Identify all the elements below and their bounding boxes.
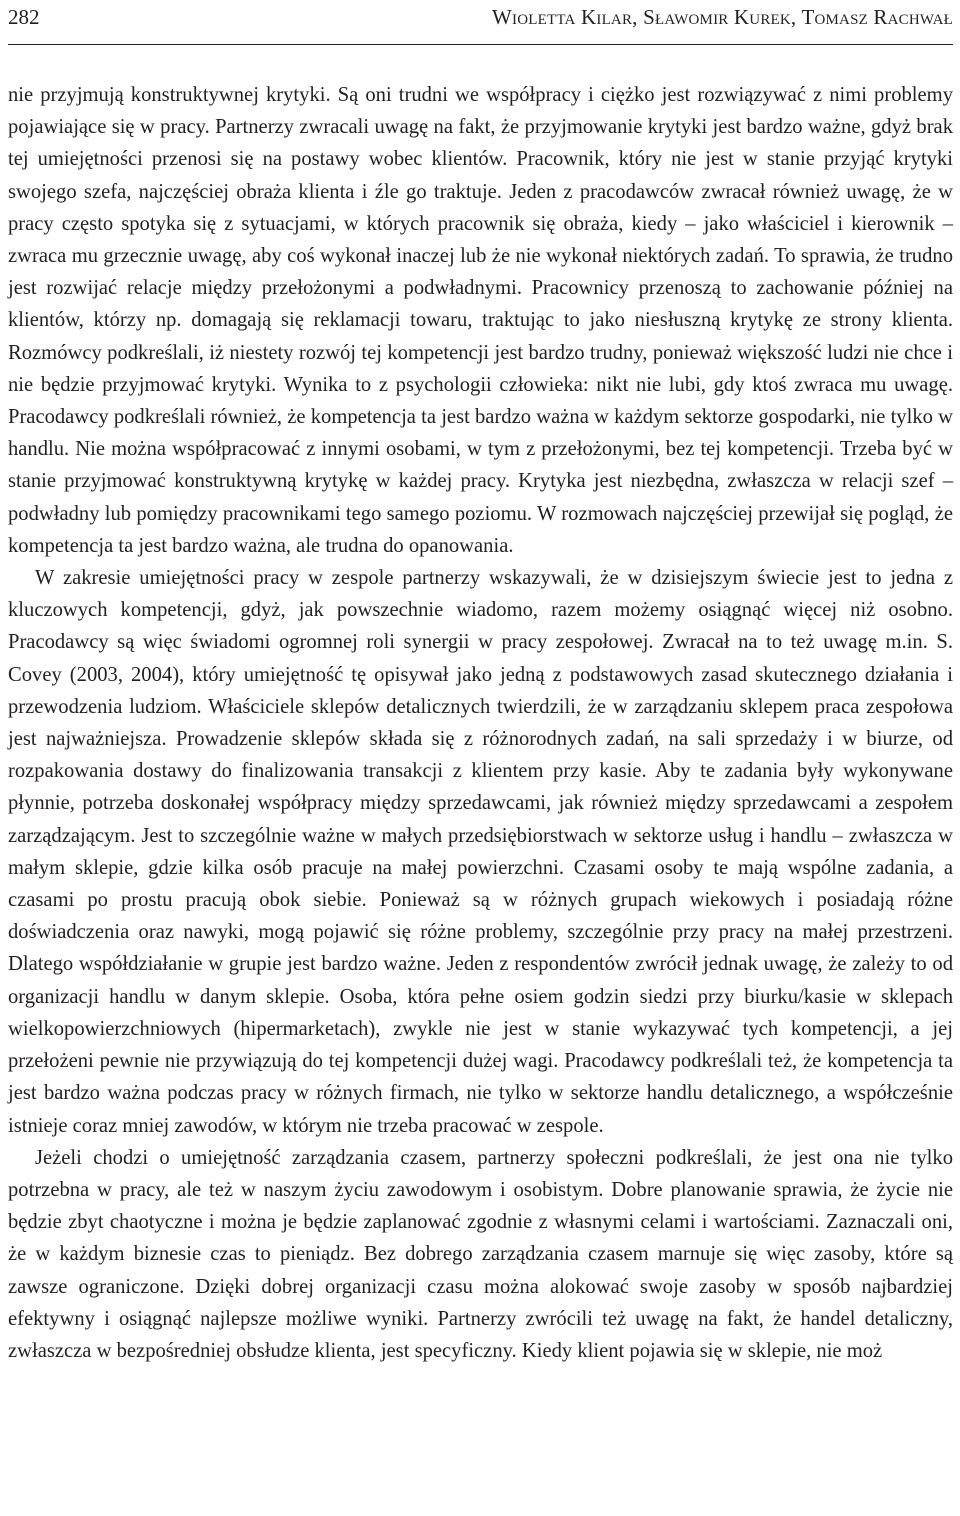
- document-page: [8, 0, 953, 1367]
- page-number: 282: [8, 5, 40, 29]
- running-header: [8, 0, 953, 45]
- paragraph: Jeżeli chodzi o umiejętność zarządzania czasem, partnerzy społeczni podkreślali, że jest ona nie tylko potrzebna w pracy, ale też w naszym życiu zawodowym i osobistym. Dobre planowanie sprawia, że życie nie będzie zbyt chaotyczne i można je będzie zaplanować zgodnie z własnymi celami i wartościami. Zaznaczali oni, że w każdym biznesie czas to pieniądz. Bez dobrego zarządzania czasem marnuje się więc zasoby, które są zawsze ograniczone. Dzięki dobrej organizacji czasu można alokować swoje zasoby w sposób najbardziej efektywny i osiągnąć najlepsze możliwe wyniki. Partnerzy zwrócili też uwagę na fakt, że handel detaliczny, zwłaszcza w bezpośredniej obsłudze klienta, jest specyficzny. Kiedy klient pojawia się w sklepie, nie moż: [8, 1146, 953, 1362]
- paragraph: nie przyjmują konstruktywnej krytyki. Są oni trudni we współpracy i ciężko jest rozwiązywać z nimi problemy pojawiające się w pracy. Partnerzy zwracali uwagę na fakt, że przyjmowanie krytyki jest bardzo ważne, gdyż brak tej umiejętności przenosi się na postawy wobec klientów. Pracownik, który nie jest w stanie przyjąć krytyki swojego szefa, najczęściej obraża klienta i źle go traktuje. Jeden z pracodawców zwracał również uwagę, że w pracy często spotyka się z sytuacjami, w których pracownik się obraża, kiedy – jako właściciel i kierownik – zwraca mu grzecznie uwagę, aby coś wykonał inaczej lub że nie wykonał niektórych zadań. To sprawia, że trudno jest rozwijać relacje między przełożonymi a podwładnymi. Pracownicy przenoszą to zachowanie później na klientów, którzy np. domagają się reklamacji towaru, traktując to jako niesłuszną krytykę ze strony klienta. Rozmówcy podkreślali, iż niestety rozwój tej kompetencji jest bardzo trudny, ponieważ większość ludzi nie chce i nie będzie przyjmować krytyki. Wynika to z psychologii człowieka: nikt nie lubi, gdy ktoś zwraca mu uwagę. Pracodawcy podkreślali również, że kompetencja ta jest bardzo ważna w każdym sektorze gospodarki, nie tylko w handlu. Nie można współpracować z innymi osobami, w tym z przełożonymi, bez tej kompetencji. Trzeba być w stanie przyjmować konstruktywną krytykę w każdej pracy. Krytyka jest niezbędna, zwłaszcza w relacji szef – podwładny lub pomiędzy pracownikami tego samego poziomu. W rozmowach najczęściej przewijał się pogląd, że kompetencja ta jest bardzo ważna, ale trudna do opanowania.: [8, 84, 953, 557]
- paragraph: W zakresie umiejętności pracy w zespole partnerzy wskazywali, że w dzisiejszym świecie jest to jedna z kluczowych kompetencji, gdyż, jak powszechnie wiadomo, razem możemy osiągnąć więcej niż osobno. Pracodawcy są więc świadomi ogromnej roli synergii w pracy zespołowej. Zwracał na to też uwagę m.in. S. Covey (2003, 2004), który umiejętność tę opisywał jako jedną z podstawowych zasad skutecznego działania i przewodzenia ludziom. Właściciele sklepów detalicznych twierdzili, że w zarządzaniu sklepem praca zespołowa jest najważniejsza. Prowadzenie sklepów składa się z różnorodnych zadań, na sali sprzedaży i w biurze, od rozpakowania dostawy do finalizowania transakcji z klientem przy kasie. Aby te zadania były wykonywane płynnie, potrzeba doskonałej współpracy między sprzedawcami, jak również między sprzedawcami a zespołem zarządzającym. Jest to szczególnie ważne w małych przedsiębiorstwach w sektorze usług i handlu – zwłaszcza w małym sklepie, gdzie kilka osób pracuje na małej powierzchni. Czasami osoby te mają wspólne zadania, a czasami po prostu pracują obok siebie. Ponieważ są w różnych grupach wiekowych i posiadają różne doświadczenia oraz nawyki, mogą pojawić się różne problemy, szczególnie przy pracy na małej przestrzeni. Dlatego współdziałanie w grupie jest bardzo ważne. Jeden z respondentów zwrócił jednak uwagę, że zależy to od organizacji handlu w danym sklepie. Osoba, która pełne osiem godzin siedzi przy biurku/kasie w sklepach wielkopowierzchniowych (hipermarketach), zwykle nie jest w stanie wykazywać tych kompetencji, a jej przełożeni pewnie nie przywiązują do tej kompetencji dużej wagi. Pracodawcy podkreślali też, że kompetencja ta jest bardzo ważna podczas pracy w różnych firmach, nie tylko w sektorze handlu detalicznego, a współcześnie istnieje coraz mniej zawodów, w którym nie trzeba pracować w zespole.: [8, 567, 953, 1137]
- body-text: [8, 79, 953, 1367]
- running-header-authors: Wioletta Kilar, Sławomir Kurek, Tomasz Rachwał: [492, 5, 953, 29]
